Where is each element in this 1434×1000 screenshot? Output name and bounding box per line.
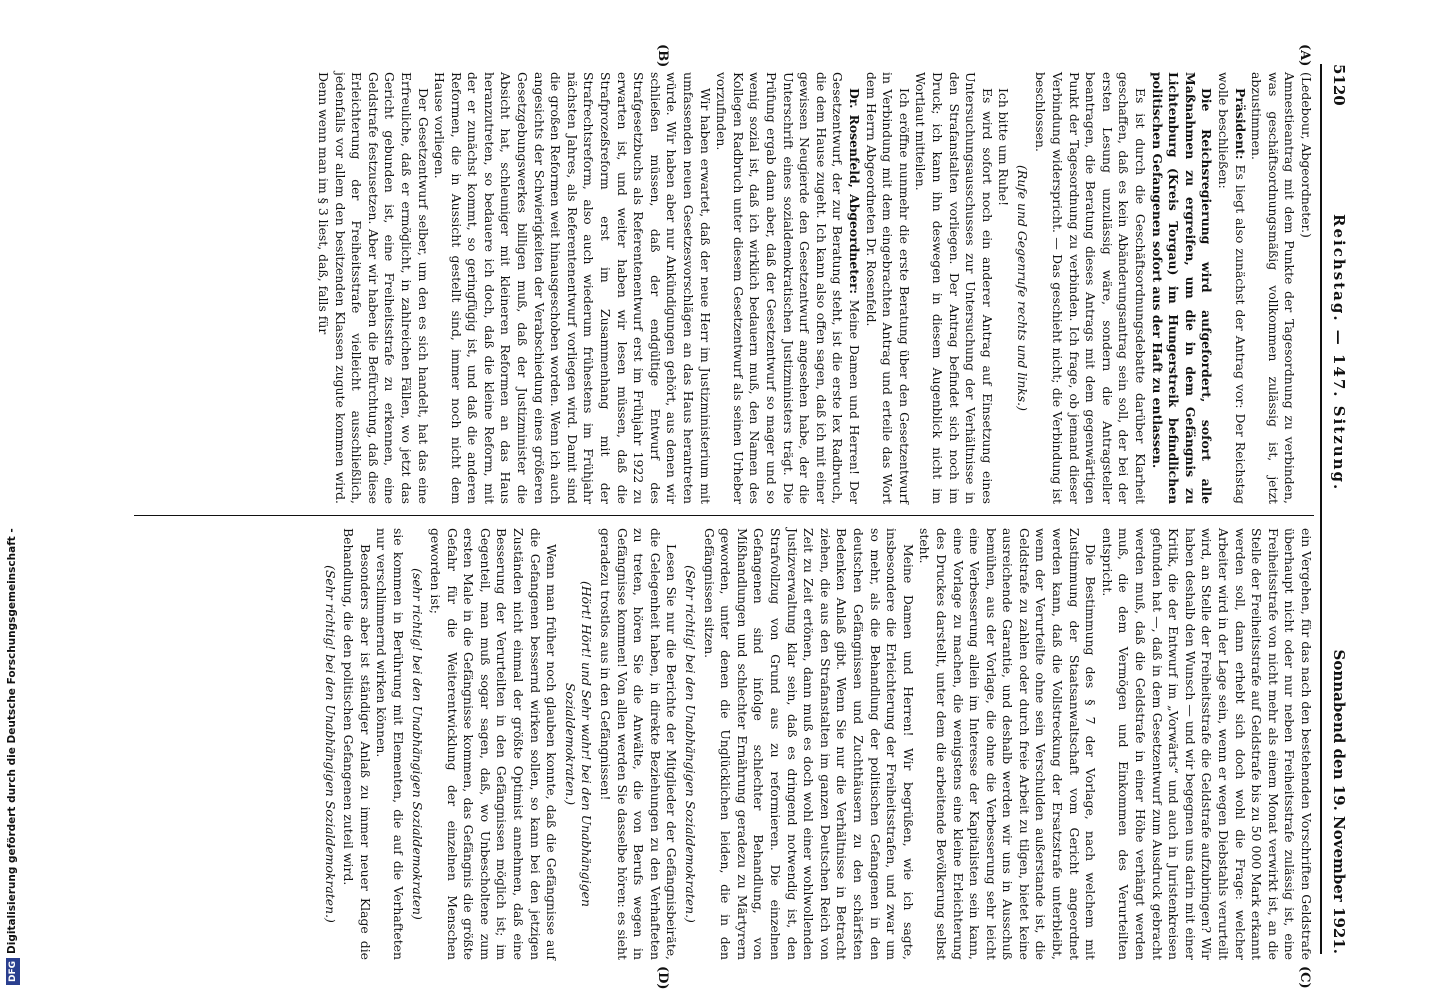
speaker-text: Meine Damen und Herren! Der Gesetzentwurf, der zur Beratung steht, ist die erste lex Radbruch, die dem Hause zugeht. Ich kann also offen sagen, daß ich mit einer gewissen Neugierde den Gesetzentwurf angesehen habe, der die Unterschrift eines sozialdemokratischen Justizministers trägt. Die Prüfung ergab dann aber, daß der Gesetzentwurf so mager und so wenig sozial ist, daß ich wirklich bedauern muß, den Namen des Kollegen Radbruch unter diesem Gesetzentwurf als seinen Urheber vorzufinden. <box>714 72 862 504</box>
paragraph-president <box>1214 72 1247 504</box>
paragraph: Amnestieantrag mit dem Punkte der Tagesordnung zu verbinden, was geschäftsordnungsmäßig vollkommen zulässig ist, jetzt abzustimmen. <box>1249 72 1298 504</box>
interjection: (Sehr richtig! bei den Unabhängigen Sozialdemokraten.) <box>683 565 699 923</box>
paragraph: Ich bitte um Ruhe! <box>996 88 1012 207</box>
paragraph-rosenfeld <box>713 72 862 504</box>
paragraph: ein Vergehen, für das nach den bestehenden Vorschriften Geldstrafe überhaupt nicht oder nur neben Freiheitsstrafe zulässig ist, eine Freiheitsstrafe von nicht mehr als einem Monat verwirkt ist, an die Stelle der Freiheitsstrafe auf Geldstrafe bis zu 50 000 Mark erkannt werden soll, dann erhebt sich doch wohl die Frage: welcher Arbeiter wird in der Lage sein, wenn er wegen Diebstahls verurteilt wird, an Stelle der Freiheitsstrafe die Geldstrafe aufzubringen? Wir haben deshalb den Wunsch — und wir begegnen uns darin mit einer Kritik, die der Entwurf im „Vorwärts“ und auch in Juristenkreisen gefunden hat —, daß in dem Gesetzentwurf zum Ausdruck gebracht werden muß, daß die Geldstrafe in einer Höhe verhängt werden muß, die dem Vermögen und Einkommen des Verurteilten entspricht. <box>1099 528 1314 960</box>
margin-marker-d: (D) <box>655 966 670 990</box>
credit-text: Digitalisierung gefördert durch die Deutsche Forschungsgemeinschaft - <box>6 528 18 954</box>
margin-marker-b: (B) <box>655 44 670 68</box>
interjection: (sehr richtig! bei den Unabhängigen Sozialdemokraten) <box>409 568 425 920</box>
paragraph: Es wird sofort noch ein anderer Antrag auf Einsetzung eines Untersuchungsausschusses zur Untersuchung der Verhältnisse in den Strafanstalten vorliegen. Der Antrag befindet sich noch im Druck; ich kann ihn deswegen in diesem Augenblick nicht im Wortlaut mitteilen. <box>913 72 995 504</box>
margin-marker-a: (A) <box>1297 44 1312 67</box>
session-title: Reichstag. — 147. Sitzung. <box>1330 214 1348 492</box>
paragraph: Wenn man früher noch glauben konnte, daß die Gefängnisse auf die Gefangenen bessernd wirken sollen, so kann bei den jetzigen Zuständen nicht einmal der größte Optimist annehmen, daß eine Besserung der Verurteilten in den Gefängnissen möglich ist; im Gegenteil, man muß sogar sagen, daß, wo Unbescholtene zum ersten Male in die Gefängnisse kommen, das Gefängnis die größte Gefahr für die Weiterentwicklung der einzelnen Menschen geworden ist; <box>428 528 560 960</box>
page-header <box>1320 64 1352 954</box>
paragraph: sie kommen in Berührung mit Elementen, die auf die Verhafteten nur verschlimmernd wirken können. <box>374 528 406 960</box>
speaker-label: Präsident: <box>1232 88 1248 160</box>
motion-text: Die Reichsregierung wird aufgefordert, sofort alle Maßnahmen zu ergreifen, um die in dem Gefängnis zu Lichtenburg (Kreis Torgau) im Hungerstreik befindlichen politischen Gefangenen sofort aus der Haft zu entlassen. <box>1149 72 1215 504</box>
paragraph: Die Bestimmung des § 7 der Vorlage, nach welchem mit Zustimmung der Staatsanwaltschaft vom Gericht angeordnet werden kann, daß die Vollstreckung der Ersatzstrafe unterbleibt, wenn der Verurteilte ohne sein Verschulden außerstande ist, die Geldstrafe zu zahlen oder durch freie Arbeit zu tilgen, bietet keine ausreichende Garantie, und deshalb werden wir uns in Ausschuß bemühen, aus der Vorlage, die ohne die Verbesserung sehr leicht eine Verbesserung allein im Interesse der Kapitalisten sein kann, eine Vorlage zu machen, die wenigstens eine kleine Erleichterung des Druckes darstellt, unter dem die arbeitende Bevölkerung selbst steht. <box>917 528 1099 960</box>
paragraph: Besonders aber ist ständiger Anlaß zu immer neuer Klage die Behandlung, die den politischen Gefangenen zuteil wird. <box>341 528 373 960</box>
right-column <box>24 528 1314 960</box>
page-number: 5120 <box>1330 64 1348 106</box>
interjection: (Hört! Hört! und Sehr wahr! bei den Unabhängigen Sozialdemokraten.) <box>562 581 595 907</box>
paragraph: Ich eröffne nunmehr die erste Beratung über den Gesetzentwurf in Verbindung mit dem eingebrachten Antrag und erteile das Wort dem Herrn Abgeordneten Dr. Rosenfeld. <box>863 72 912 504</box>
paragraph: Der Gesetzentwurf selber, um den es sich handelt, hat das eine Erfreuliche, daß er ermöglicht, in zahlreichen Fällen, wo jetzt das Gericht gebunden ist, eine Freiheitsstrafe zu erkennen, eine Geldstrafe festzusetzen. Aber wir haben die Befürchtung, daß diese Erleichterung der Freiheitsstrafe vielleicht ausschließlich, jedenfalls vor allem den besitzenden Klassen zugute kommen wird. Denn wenn man im § 3 liest, daß, falls für <box>315 72 431 504</box>
column-divider <box>134 515 1314 516</box>
speaker-text: Es liegt also zunächst der Antrag vor: Der Reichstag wolle beschließen: <box>1216 72 1248 504</box>
speaker-label: Dr. Rosenfeld, Abgeordneter: <box>846 88 862 294</box>
digitization-credit <box>2 0 22 1000</box>
dfg-logo: DFG <box>6 958 20 985</box>
paragraph: Meine Damen und Herren! Wir begrüßen, wie ich sagte, insbesondere die Erleichterung der Freiheitsstrafen, und zwar um so mehr, als die Behandlung der politischen Gefangenen in den deutschen Gefängnissen und Zuchthäusern zu den schärfsten Bedenken Anlaß gibt. Wenn Sie nur die Verhältnisse in Betracht ziehen, die aus den Strafanstalten im ganzen Deutschen Reich von Zeit zu Zeit ertönen, dann muß es doch wohl einer wohlwollenden Justizverwaltung klar sein, daß es dringend notwendig ist, den Strafvollzug von Grund aus zu reformieren. Die einzelnen Gefangenen sind infolge schlechter Behandlung, von Mißhandlungen und schlechter Ernährung geradezu zu Märtyrern geworden, unter denen die Unglücklichen leiden, die in den Gefängnissen sitzen. <box>701 528 916 960</box>
interjection: (Rufe und Gegenrufe rechts und links.) <box>1014 165 1030 411</box>
paragraph: Wir haben erwartet, daß der neue Herr im Justizministerium mit umfassenden neuen Gesetzesvorschlägen an das Haus herantreten würde. Wir haben aber nur Ankündigungen gehört, aus denen wir schließen müssen, daß der endgültige Entwurf des Strafgesetzbuchs als Referentenentwurf erst im Frühjahr 1922 zu erwarten ist, und weiter haben wir lesen müssen, daß die Strafprozeßreform erst im Zusammenhang mit der Strafrechtsreform, also auch wiederum frühestens im Frühjahr nächsten Jahres, als Referentenentwurf vorliegen wird. Damit sind die großen Reformen weit hinausgeschoben worden. Wenn ich auch angesichts der Schwierigkeiten der Verabschiedung eines größeren Gesetzgebungswerkes billigen muß, daß der Justizminister die Absicht hat, schleuniger mit kleineren Reformen an das Haus heranzutreten, so bedauere ich doch, daß die kleine Reform, mit der er zunächst kommt, so geringfügig ist, und daß die anderen Reformen, die in Aussicht gestellt sind, immer noch nicht dem Hause vorliegen. <box>432 72 713 504</box>
paragraph: Lesen Sie nur die Berichte der Mitglieder der Gefängnisbeiräte, die Gelegenheit haben, in direkte Beziehungen zu den Verhafteten zu treten, hören Sie die Anwälte, die von Berufs wegen in Gefängnisse kommen! Von allen werden Sie dasselbe hören: es sieht geradezu trostlos aus in den Gefängnissen! <box>598 528 680 960</box>
session-date: Sonnabend den 19. November 1921. <box>1330 649 1348 954</box>
interjection: (Sehr richtig! bei den Unabhängigen Sozialdemokraten.) <box>322 565 338 923</box>
left-column <box>24 72 1314 504</box>
margin-marker-c: (C) <box>1297 966 1312 989</box>
speaker-continuation: (Ledebour, Abgeordneter.) <box>1299 72 1314 238</box>
paragraph: Es ist durch die Geschäftsordnungsdebatte darüber Klarheit geschaffen, daß es kein Abänderungsantrag sein soll, der bei der ersten Lesung unzulässig wäre, sondern die Antragsteller beantragen, die Beratung dieses Antrags mit dem gegenwärtigen Punkt der Tagesordnung zu verbinden. Ich frage, ob jemand dieser Verbindung widerspricht. — Das geschieht nicht; die Verbindung ist beschlossen. <box>1033 72 1149 504</box>
